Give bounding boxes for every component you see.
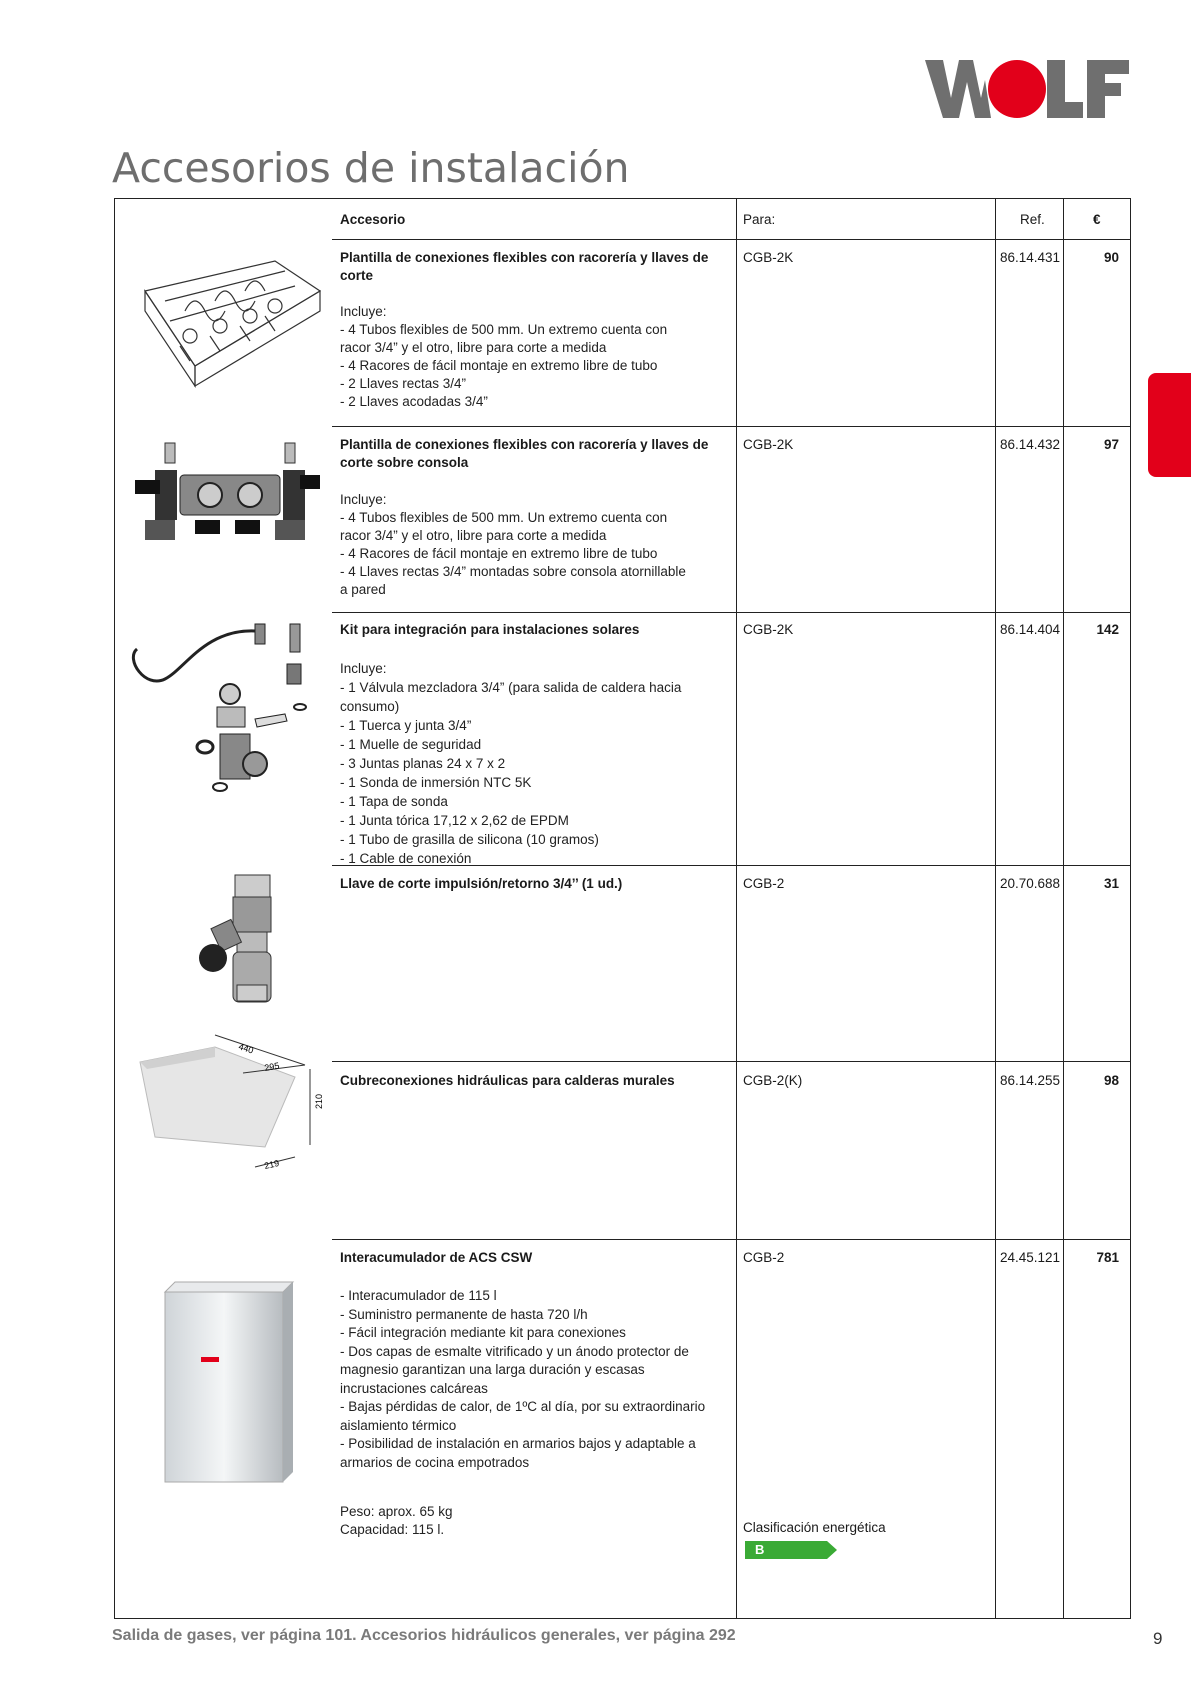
row-1-name: Plantilla de conexiones flexibles con racorería y llaves de corte	[340, 250, 709, 283]
section-tab	[1148, 373, 1191, 477]
row-1-ref: 86.14.431	[999, 250, 1060, 265]
dimension-440: 440	[237, 1041, 255, 1056]
energy-class: B	[755, 1542, 765, 1557]
row-1-price: 90	[1103, 250, 1119, 265]
connection-cover-image	[135, 1027, 335, 1177]
row-6-name: Interacumulador de ACS CSW	[340, 1250, 533, 1265]
row-1-para: CGB-2K	[743, 250, 794, 265]
row-4-para: CGB-2	[743, 876, 785, 891]
row-4-name: Llave de corte impulsión/retorno 3/4’’ (1 ud.)	[340, 876, 623, 891]
row-6-description: - Interacumulador de 115 l - Suministro permanente de hasta 720 l/h - Fácil integración mediante kit para conexiones - Dos capas de esmalte vitrificado y un ánodo protector de magnesio garantizan una larga duración y escasas incrustaciones calcáreas - Bajas pérdidas de calor, de 1ºC al día, por su extraordinario aislamiento térmico - Posibilidad de instalación en armarios bajos y adaptable a armarios de cocina empotrados	[340, 1288, 706, 1470]
dimension-210: 210	[314, 1093, 324, 1109]
row-3-para: CGB-2K	[743, 622, 794, 637]
header-ref: Ref.	[1020, 212, 1045, 227]
header-para: Para:	[743, 212, 776, 227]
row-2-ref: 86.14.432	[999, 437, 1060, 452]
row-6-extra: Peso: aprox. 65 kg Capacidad: 115 l.	[340, 1504, 453, 1537]
row-6-price: 781	[1096, 1250, 1119, 1265]
header-accesorio: Accesorio	[340, 212, 406, 227]
row-6-para: CGB-2	[743, 1250, 785, 1265]
row-1-description: Incluye: - 4 Tubos flexibles de 500 mm. Un extremo cuenta con racor 3/4” y el otro, libre para corte a medida - 4 Racores de fácil montaje en extremo libre de tubo - 2 Llaves rectas 3/4” - 2 Llaves acodadas 3/4”	[340, 304, 668, 409]
connection-template-image	[125, 251, 325, 391]
page-number: 9	[1153, 1629, 1163, 1648]
solar-kit-image	[125, 619, 325, 809]
row-2-description: Incluye: - 4 Tubos flexibles de 500 mm. Un extremo cuenta con racor 3/4” y el otro, libre para corte a medida - 4 Racores de fácil montaje en extremo libre de tubo - 4 Llaves rectas 3/4” montadas sobre consola atornillable a pared	[340, 492, 686, 597]
row-4-price: 31	[1103, 876, 1119, 891]
header-price: €	[1093, 212, 1101, 227]
row-3-price: 142	[1096, 622, 1119, 637]
row-4-ref: 20.70.688	[999, 876, 1060, 891]
accessories-table	[114, 198, 1131, 1619]
row-5-ref: 86.14.255	[999, 1073, 1060, 1088]
energy-label: Clasificación energética	[743, 1520, 886, 1535]
dimension-295: 295	[263, 1060, 281, 1073]
row-3-name: Kit para integración para instalaciones solares	[340, 622, 640, 637]
row-3-description: Incluye: - 1 Válvula mezcladora 3/4” (para salida de caldera hacia consumo) - 1 Tuerca y junta 3/4” - 1 Muelle de seguridad - 3 Juntas planas 24 x 7 x 2 - 1 Sonda de inmersión NTC 5K - 1 Tapa de sonda - 1 Junta tórica 17,12 x 2,62 de EPDM - 1 Tubo de grasilla de silicona (10 gramos) - 1 Cable de conexión	[340, 661, 682, 866]
row-5-price: 98	[1103, 1073, 1119, 1088]
row-5-para: CGB-2(K)	[743, 1073, 803, 1088]
shutoff-valve-image	[185, 873, 295, 1013]
row-3-ref: 86.14.404	[999, 622, 1060, 637]
row-2-name: Plantilla de conexiones flexibles con racorería y llaves de corte sobre consola	[340, 437, 709, 470]
row-2-para: CGB-2K	[743, 437, 794, 452]
row-5-name: Cubreconexiones hidráulicas para calderas murales	[340, 1073, 675, 1088]
row-6-ref: 24.45.121	[999, 1250, 1060, 1265]
page-title: Accesorios de instalación	[112, 144, 630, 192]
water-heater-image	[155, 1277, 305, 1487]
row-2-price: 97	[1103, 437, 1119, 452]
dimension-219: 219	[263, 1158, 281, 1171]
wolf-logo	[925, 58, 1135, 120]
console-valves-image	[125, 435, 325, 545]
footer-note: Salida de gases, ver página 101. Accesorios hidráulicos generales, ver página 292	[112, 1627, 736, 1644]
